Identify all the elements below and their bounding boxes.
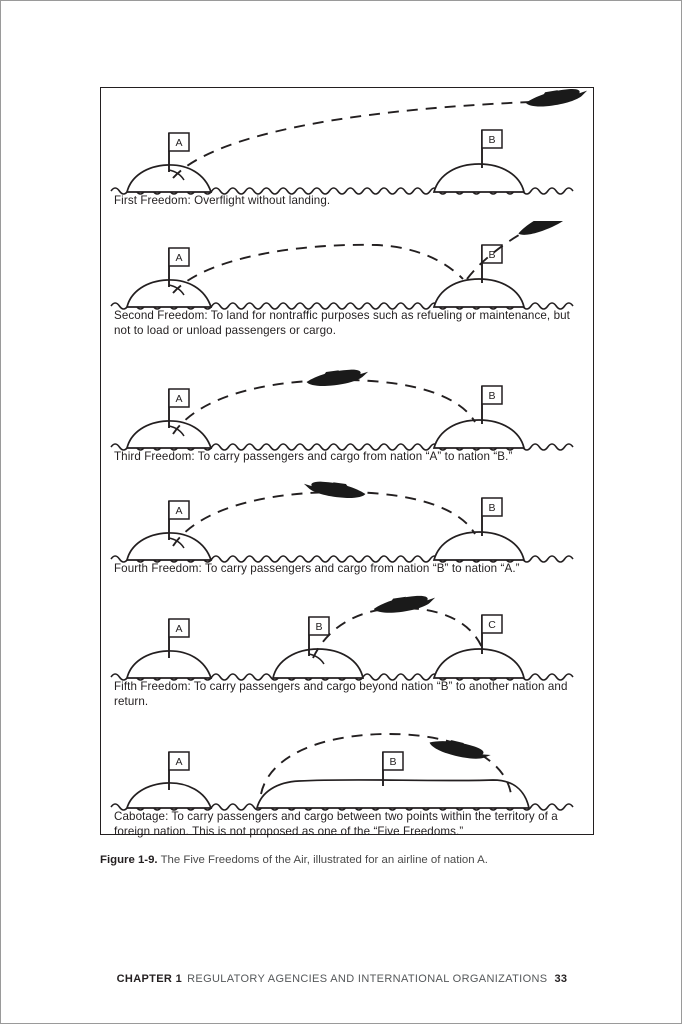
flag-a-letter: A <box>175 393 183 405</box>
airplane-icon <box>306 369 369 387</box>
footer-title: REGULATORY AGENCIES AND INTERNATIONAL ORGANIZATIONS <box>187 973 548 985</box>
fifth-freedom-diagram <box>101 592 593 686</box>
island-c <box>434 615 524 678</box>
panel-fifth-freedom <box>101 592 593 720</box>
caption-third-freedom: Third Freedom: To carry passengers and cargo from nation “A” to nation “B.” <box>114 450 513 463</box>
island-a <box>127 752 211 808</box>
flag-b-letter: B <box>488 502 496 514</box>
airplane-icon <box>303 481 366 499</box>
figure-caption-text: The Five Freedoms of the Air, illustrated for an airline of nation A. <box>157 854 488 866</box>
flag-b-letter: B <box>488 134 496 146</box>
island-a <box>127 133 211 192</box>
flag-b-letter: B <box>389 756 397 768</box>
flag-a-letter: A <box>175 623 183 635</box>
panel-cabotage <box>101 720 593 850</box>
figure-illustration-box <box>100 87 594 838</box>
flag-b-letter: B <box>488 390 496 402</box>
caption-cabotage: Cabotage: To carry passengers and cargo between two points within the territory of a foreign nation. This is not proposed as one of the “Five Freedoms.” <box>114 810 558 838</box>
panel-fourth-freedom <box>101 480 593 592</box>
panel-first-freedom <box>101 88 593 212</box>
island-a <box>127 619 211 678</box>
flag-a-letter: A <box>175 252 183 264</box>
island-b <box>434 130 524 192</box>
island-b <box>434 386 524 448</box>
island-b <box>434 245 524 307</box>
flag-b-letter: B <box>488 249 496 261</box>
fourth-freedom-diagram <box>101 480 593 568</box>
flag-c-letter: C <box>488 619 496 631</box>
footer-chapter: CHAPTER 1 <box>116 973 183 985</box>
second-freedom-diagram <box>101 221 593 315</box>
panel-second-freedom <box>101 221 593 353</box>
flag-a-letter: A <box>175 505 183 517</box>
flight-path-b-to-c <box>313 608 483 658</box>
island-a <box>127 501 211 560</box>
island-a <box>127 389 211 448</box>
caption-fifth-freedom: Fifth Freedom: To carry passengers and cargo beyond nation “B” to another nation and return. <box>114 680 568 708</box>
page-footer <box>1 973 682 985</box>
third-freedom-diagram <box>101 368 593 456</box>
flight-path-arrival <box>173 245 463 293</box>
figure-caption <box>100 853 600 868</box>
flag-b-letter: B <box>315 621 323 633</box>
caption-first-freedom: First Freedom: Overflight without landing. <box>114 194 331 207</box>
airplane-icon <box>515 221 579 238</box>
flag-a-letter: A <box>175 137 183 149</box>
flight-path-a-to-b <box>173 380 475 434</box>
flight-path-b-to-a <box>173 492 475 546</box>
airplane-icon <box>525 88 588 108</box>
footer-page-number: 33 <box>554 973 568 985</box>
island-b <box>273 617 363 678</box>
panel-third-freedom <box>101 368 593 480</box>
caption-fourth-freedom: Fourth Freedom: To carry passengers and cargo from nation “B” to nation “A.” <box>114 562 520 575</box>
cabotage-diagram <box>101 720 593 816</box>
island-a <box>127 248 211 307</box>
flag-a-letter: A <box>175 756 183 768</box>
first-freedom-diagram <box>101 88 593 200</box>
figure-number: Figure 1-9. <box>100 854 158 866</box>
island-b <box>434 498 524 560</box>
caption-second-freedom: Second Freedom: To land for nontraffic purposes such as refueling or maintenance, but not to load or unload passengers or cargo. <box>114 309 570 337</box>
airplane-icon <box>373 595 436 614</box>
